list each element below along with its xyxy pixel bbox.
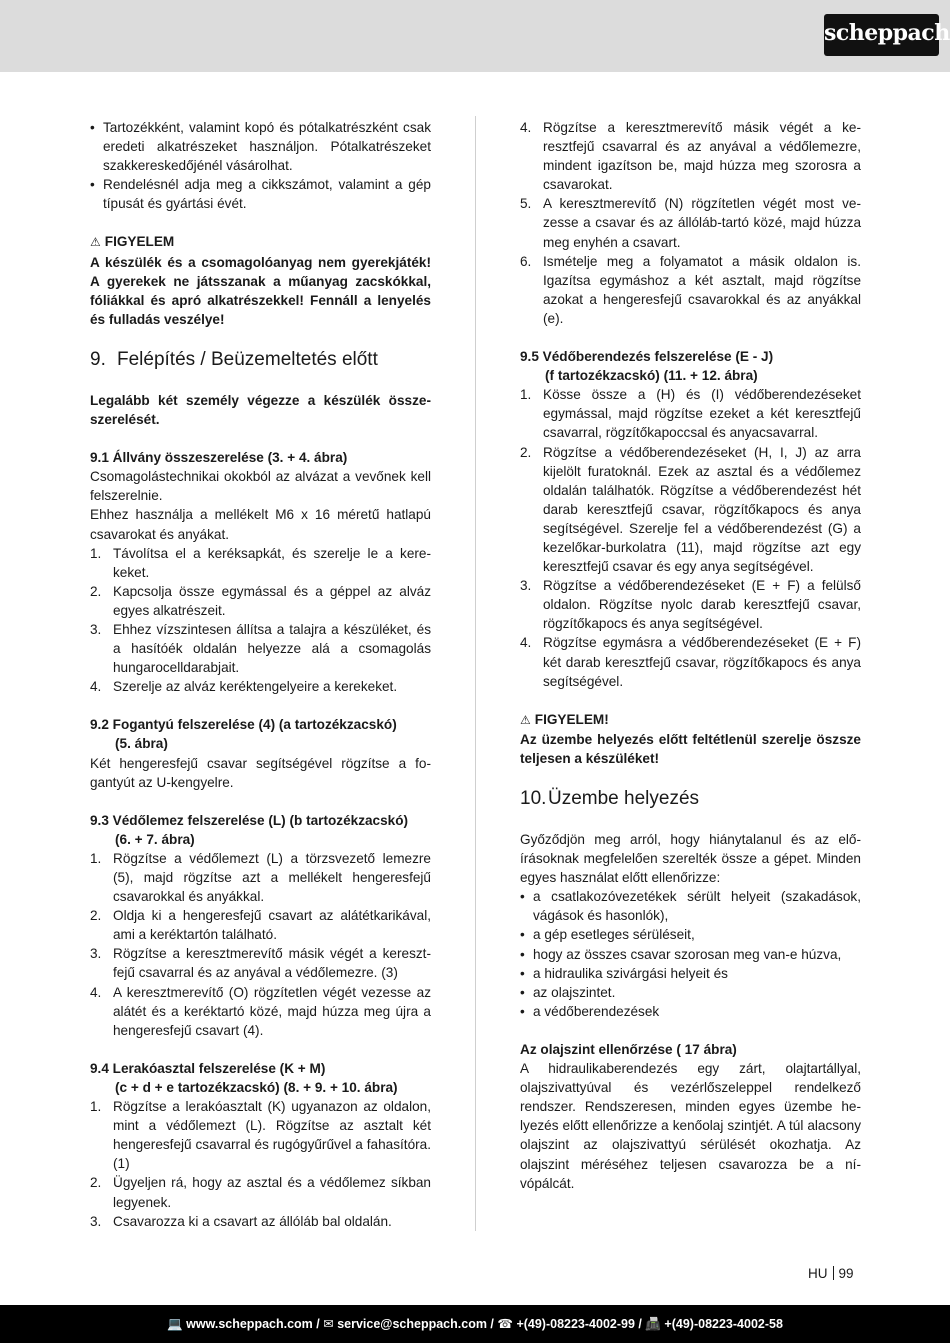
section-heading <box>520 787 861 811</box>
warning-heading <box>520 710 861 730</box>
fax-number: +(49)-08223-4002-58 <box>664 1317 783 1331</box>
subsection-heading: Az olajszint ellenőrzése ( 17 ábra) <box>520 1041 737 1057</box>
header-bar <box>0 0 950 72</box>
list-item: 4. Szerelje az alváz keréktengelyeire a kerekeket. <box>90 679 398 695</box>
right-column <box>520 118 861 1193</box>
footer-contact: 💻 www.scheppach.com / ✉ service@scheppach.com / ☎ +(49)-08223-4002-99 / 📠 +(49)-08223-4002-58 <box>167 1317 783 1331</box>
section-heading <box>90 348 431 372</box>
list-item: • a csatlakozóvezetékek sérült helyeit (szakadások, vágások és hasonlók), <box>520 887 861 925</box>
paragraph: Győződjön meg arról, hogy hiánytalanul és az előírásoknak megfelelően szerelték össze a gépet. Minden egyes használat előtt ellenőrizze: <box>520 832 861 886</box>
list-item: • hogy az összes csavar szorosan meg van-e húzva, <box>520 945 861 964</box>
paragraph: Két hengeresfejű csavar segítségével rögzítse a fogantyút az U-kengyelre. <box>90 755 431 790</box>
section-number: 10. <box>520 788 547 809</box>
column-divider <box>475 116 476 1231</box>
list-item: 3. Rögzítse a keresztmerevítő másik végét a keresztfejű csavarral és az anyával a védőlemezre. (3) <box>90 946 431 981</box>
page-number <box>808 1265 854 1283</box>
list-item: 1. Kösse össze a (H) és (I) védőberendezéseket egymással, majd rögzítse ezeket a két keresztfejű csavarral, rögzítőkapoccsal és anyacsavarral. <box>520 387 861 441</box>
list-item: 4. Rögzítse egymásra a védőberendezéseket (E + F) két darab keresztfejű csavar, rögzítőkapocs és anya segítségével. <box>520 635 861 689</box>
left-column <box>90 118 431 1231</box>
list-item: 1. Távolítsa el a keréksapkát, és szerelje le a kerekeket. <box>90 545 431 580</box>
warning-title: FIGYELEM! <box>534 711 609 727</box>
list-item: 5. A keresztmerevítő (N) rögzítetlen végét most vezesse a csavar és az állóláb-tartó közé, majd húzza meg enyhén a csavart. <box>520 196 861 250</box>
list-item: 2. Ügyeljen rá, hogy az asztal és a védőlemez síkban legyenek. <box>90 1175 431 1210</box>
list-item: 6. Ismételje meg a folyamatot a másik oldalon is. Igazítsa egymáshoz a két asztalt, majd rögzítse azokat a hengeresfejű csavarokkal és az anyákkal (e). <box>520 253 861 326</box>
warning-title: FIGYELEM <box>104 234 175 250</box>
mail-icon: ✉ <box>323 1317 334 1331</box>
list-item: 4. A keresztmerevítő (O) rögzítetlen végét vezesse az alátét és a keréktartó közé, majd húzza meg újra a hengeresfejű csavart (4). <box>90 984 431 1038</box>
paragraph: A hidraulikaberendezés egy zárt, olajtartállyal, olajszivattyúval és vezérlőszeleppel rendelkező rendszer. Rendszeresen, minden egyes üzembe helyezés előtt ellenőrizze a kenőolaj szintjét. A túl alacsony olajszint az olajszivattyú sérülését okozhatja. Az olajszint méréséhez teljesen csavarozza be a nívópálcát. <box>520 1061 861 1191</box>
list-item: • a védőberendezések <box>520 1002 861 1021</box>
language-code: HU <box>808 1266 828 1281</box>
section-title: Üzembe helyezés <box>548 788 700 809</box>
section-note: Legalább két személy végezze a készülék összeszerelését. <box>90 392 431 428</box>
page-number-value: 99 <box>838 1266 854 1281</box>
brand-logo <box>824 14 950 56</box>
list-item: 1. Rögzítse a védőlemezt (L) a törzsvezető lemezre (5), majd rögzítse azt a mellékelt hengeresfejű csavarokkal és anyákkal. <box>90 850 431 905</box>
list-item: 3. Ehhez vízszintesen állítsa a talajra a készüléket, és a hasítóék oldalán helyezze alá a csomagolás hungarocelldarabjait. <box>90 621 431 676</box>
section-title: Felépítés / Beüzemeltetés előtt <box>117 348 378 370</box>
warning-text: Az üzembe helyezés előtt feltétlenül szerelje öszsze teljesen a készüléket! <box>520 731 861 766</box>
list-item: • a hidraulika szivárgási helyeit és <box>520 964 861 983</box>
email-link[interactable]: service@scheppach.com <box>337 1317 487 1331</box>
list-item: • Rendelésnél adja meg a cikkszámot, valamint a gép típusát és gyártási évét. <box>90 175 431 213</box>
subsection-heading: 9.5 Védőberendezés felszerelése (E - J) (f tartozékzacskó) (11. + 12. ábra) <box>520 349 774 384</box>
page-number-separator <box>833 1266 834 1280</box>
website-link[interactable]: www.scheppach.com <box>186 1317 313 1331</box>
footer-bar <box>0 1305 950 1343</box>
list-item: 2. Kapcsolja össze egymással és a géppel az alváz egyes alkatrészeit. <box>90 583 431 618</box>
phone-number: +(49)-08223-4002-99 <box>516 1317 635 1331</box>
list-item: • a gép esetleges sérüléseit, <box>520 925 861 944</box>
subsection-heading: 9.2 Fogantyú felszerelése (4) (a tartozékzacskó) (5. ábra) <box>90 717 397 752</box>
warning-text: A készülék és a csomagolóanyag nem gyerekjáték! A gyerekek ne játsszanak a műanyag zacskókkal, fóliákkal és apró alkatrészekkel! Fennáll a lenyelés és fulladás veszélye! <box>90 254 431 327</box>
warning-heading <box>90 232 431 252</box>
paragraph: Csomagolástechnikai okokból az alvázat a vevőnek kell felszerelnie. <box>90 469 431 504</box>
list-item: 3. Csavarozza ki a csavart az állóláb bal oldalán. <box>90 1213 392 1229</box>
paragraph: Ehhez használja a mellékelt M6 x 16 méretű hatlapú csavarokat és anyákat. <box>90 507 431 542</box>
subsection-heading: 9.1 Állvány összeszerelése (3. + 4. ábra) <box>90 450 348 466</box>
subsection-heading: 9.4 Lerakóasztal felszerelése (K + M) (c + d + e tartozékzacskó) (8. + 9. + 10. ábra) <box>90 1060 398 1095</box>
list-item: 2. Oldja ki a hengeresfejű csavart az alátétkarikával, ami a keréktartón található. <box>90 908 431 943</box>
subsection-heading: 9.3 Védőlemez felszerelése (L) (b tartozékzacskó) (6. + 7. ábra) <box>90 812 409 847</box>
warning-icon: ⚠ <box>520 712 531 727</box>
warning-icon: ⚠ <box>90 235 101 250</box>
computer-icon: 💻 <box>167 1317 183 1331</box>
list-item: 4. Rögzítse a keresztmerevítő másik végét a keresztfejű csavarral és az anyával a védőlemezre, mindent igazítson be, majd húzza meg szorosra a csavarokat. <box>520 120 861 193</box>
section-number: 9. <box>90 348 106 370</box>
logo-text: scheppach <box>824 20 950 46</box>
list-item: 1. Rögzítse a lerakóasztalt (K) ugyanazon az oldalon, mint a védőlemezt (L). Rögzítse az asztalt két hengeresfejű csavarral és rugógyűrűvel a fahasítóra. (1) <box>90 1099 431 1172</box>
fax-icon: 📠 <box>645 1317 661 1331</box>
list-item: • Tartozékként, valamint kopó és pótalkatrészként csak eredeti alkatrészeket használjon. Pótalkatrészeket szakkereskedőjénél vásárolhat. <box>90 118 431 175</box>
list-item: 2. Rögzítse a védőberendezéseket (H, I, J) az arra kijelölt furatoknál. Ezek az asztal és a védőlemez oldalán találhatók. Rögzítse a védőberendezést hét darab keresztfejű csavar, rögzítőkapocs és anya segítségével. Szerelje fel a védőberendezést (G) a kezelőkar-burkolatra (11), majd rögzítse azt egy keresztfejű csavar és egy anya segítségével. <box>520 444 861 575</box>
list-item: • az olajszintet. <box>520 983 861 1002</box>
list-item: 3. Rögzítse a védőberendezéseket (E + F) a felülső oldalon. Rögzítse nyolc darab keresztfejű csavar, rögzítőkapocs és anya segítségével. <box>520 578 861 632</box>
phone-icon: ☎ <box>497 1317 513 1331</box>
